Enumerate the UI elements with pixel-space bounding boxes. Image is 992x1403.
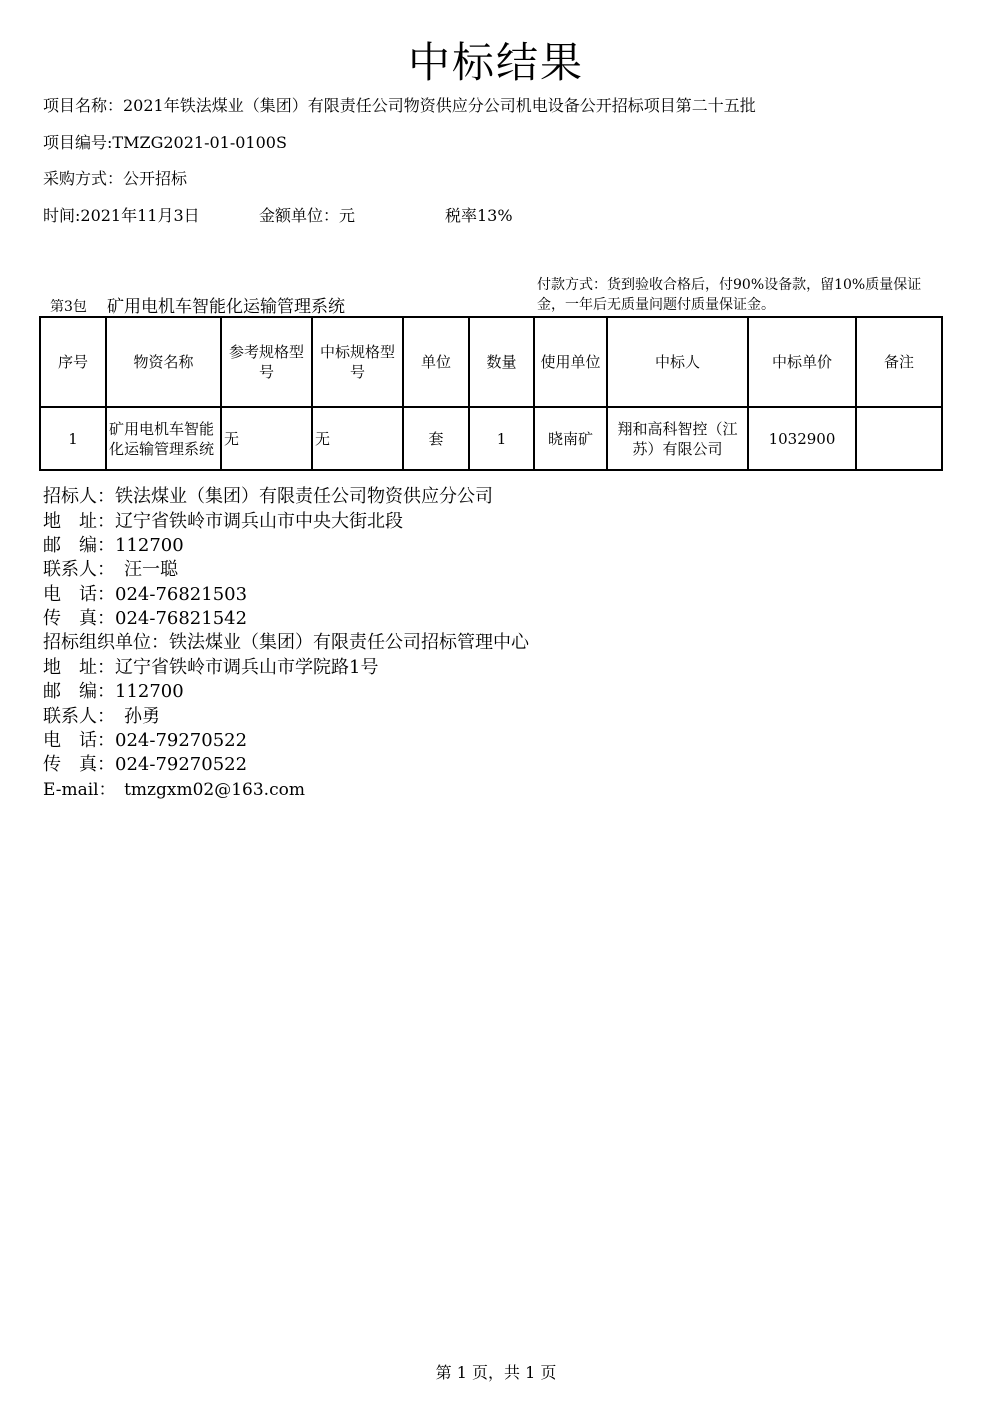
page-footer: 第 1 页，共 1 页 [435,1363,557,1382]
payment-terms: 付款方式：货到验收合格后，付90%设备款，留10%质量保证金，一年后无质量问题付质量保证金。 [537,277,922,313]
tender-agency: 招标组织单位：铁法煤业（集团）有限责任公司招标管理中心 [43,632,529,653]
page-title: 中标结果 [407,38,584,87]
cell-winning-bidder: 翔和高科智控（江苏）有限公司 [607,407,748,470]
cell-unit-price: 1032900 [748,407,856,470]
table-header-row [40,317,942,407]
cell-user-unit: 晓南矿 [534,407,607,470]
package-name: 矿用电机车智能化运输管理系统 [107,297,345,317]
cell-quantity: 1 [469,407,534,470]
tenderer-postcode: 邮 编：112700 [43,535,184,556]
cell-remarks [856,407,942,470]
agency-email: E-mail： tmzgxm02@163.com [43,780,305,800]
cell-reference-spec: 无 [221,407,312,470]
header-reference-spec: 参考规格型号 [221,317,312,407]
tenderer-fax: 传 真：024-76821542 [43,608,248,629]
agency-postcode: 邮 编：112700 [43,681,184,702]
header-user-unit: 使用单位 [534,317,607,407]
procurement-method: 采购方式：公开招标 [43,169,188,188]
package-label: 第3包 [50,299,87,315]
announcement-time: 时间:2021年11月3日 [43,206,200,225]
result-table [39,316,943,471]
agency-fax: 传 真：024-79270522 [43,754,248,775]
header-unit-price: 中标单价 [748,317,856,407]
header-unit: 单位 [403,317,469,407]
header-material-name: 物资名称 [106,317,221,407]
cell-winning-spec: 无 [312,407,403,470]
tax-rate: 税率13% [445,206,513,225]
header-quantity: 数量 [469,317,534,407]
project-name: 项目名称：2021年铁法煤业（集团）有限责任公司物资供应分公司机电设备公开招标项目第二十五批 [43,96,756,115]
tenderer-address: 地 址：辽宁省铁岭市调兵山市中央大街北段 [43,511,403,532]
cell-unit: 套 [403,407,469,470]
table-row [40,407,942,470]
cell-material-name: 矿用电机车智能化运输管理系统 [106,407,221,470]
agency-address: 地 址：辽宁省铁岭市调兵山市学院路1号 [43,657,379,678]
tenderer-contact-person: 联系人： 汪一聪 [43,559,178,580]
agency-phone: 电 话：024-79270522 [43,730,248,751]
header-winning-spec: 中标规格型号 [312,317,403,407]
header-remarks: 备注 [856,317,942,407]
header-winning-bidder: 中标人 [607,317,748,407]
agency-contact-person: 联系人： 孙勇 [43,706,160,727]
project-number: 项目编号:TMZG2021-01-0100S [43,133,287,152]
tenderer: 招标人：铁法煤业（集团）有限责任公司物资供应分公司 [43,486,493,507]
header-serial: 序号 [40,317,106,407]
cell-serial: 1 [40,407,106,470]
tenderer-phone: 电 话：024-76821503 [43,584,248,605]
currency-unit: 金额单位：元 [259,206,356,225]
